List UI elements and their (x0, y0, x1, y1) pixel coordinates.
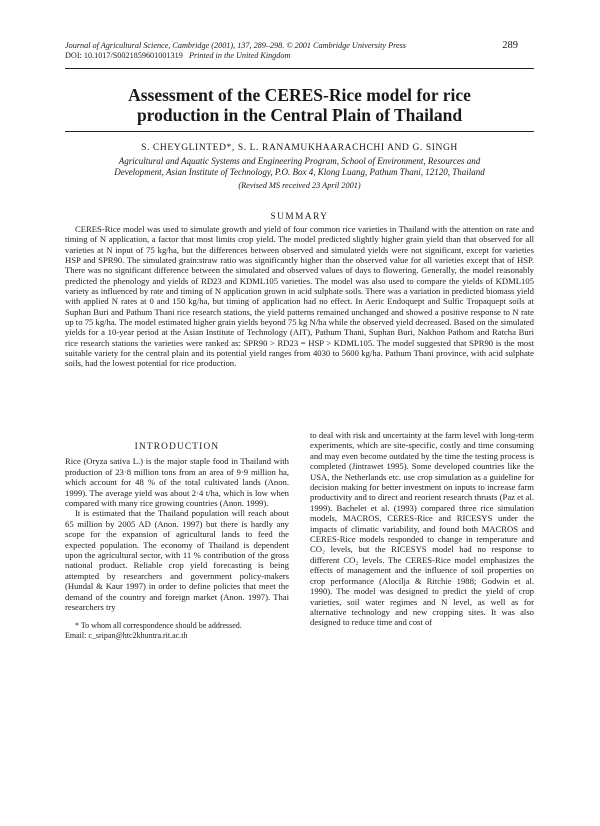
intro-paragraph-2: It is estimated that the Thailand population will reach about 65 million by 2005 AD (Anon. 1997) but there is hardly any scope for the expansion of agricultural lands to feed the expected population. The economy of Thailand is dependent upon the agricultural sector, with 11 % contribution of the gross national product. Reliable crop yield forecasting is being attempted by researchers and government policy-makers (Hundal & Kaur 1997) in order to define policies that meet the demand of the country and foreign market (Anon. 1997). Thai researchers try (65, 508, 289, 613)
revision-date: (Revised MS received 23 April 2001) (238, 181, 361, 190)
title-rule (65, 131, 534, 132)
doi: DOI: 10.1017/S0021859601001319 (65, 51, 183, 61)
title-line-2: production in the Central Plain of Thailand (136, 105, 463, 125)
left-column (65, 430, 289, 641)
running-header (65, 41, 406, 62)
printed-in: Printed in the United Kingdom (188, 51, 291, 61)
summary-heading: SUMMARY (270, 212, 329, 222)
affiliation-line-1: Agricultural and Aquatic Systems and Engineering Program, School of Environment, Resources and (118, 156, 481, 166)
journal-citation: Journal of Agricultural Science, Cambridge (2001), 137, 289–298. © 2001 Cambridge University Press (65, 41, 406, 50)
author-list: S. CHEYGLINTED*, S. L. RANAMUKHAARACHCHI AND G. SINGH (141, 143, 458, 153)
affiliation-line-2: Development, Asian Institute of Technology, P.O. Box 4, Klong Luang, Pathum Thani, 12120, Thailand (114, 167, 485, 178)
header-rule (65, 68, 534, 69)
affiliation (72, 156, 527, 179)
footnote (65, 621, 289, 641)
title-line-1: Assessment of the CERES-Rice model for rice (128, 85, 471, 105)
doi-line (65, 51, 406, 61)
correspondence-note: * To whom all correspondence should be addressed. (75, 620, 242, 630)
intro-paragraph-3: to deal with risk and uncertainty at the farm level with long-term experiments, which are site-specific, costly and time consuming and may even become outdated by the time the testing process is completed (Jintrawet 1995). Some developed countries like the USA, the Netherlands etc. use crop simulation as a guideline for decision making for better investment on inputs to increase farm productivity and to direct and reorient research thrusts (Paz et al. 1999). Bachelet et al. (1993) compared three rice simulation models, MACROS, CERES-Rice and RICESYS under the impacts of climatic variability, and found both MACROS and CERES-Rice models responded to change in temperature and CO₂ levels, but the RICESYS model had no response to different CO₂ levels. The CERES-Rice model emphasizes the effects of management and the influence of soil properties on crop performance (Alocilja & Ritchie 1988; Godwin et al. 1990). The model was designed to predict the yield of crop varieties, soil water regimes and N level, as well as for alternative technology and new cropping sites. It was also designed to reduce time and cost of (310, 430, 534, 628)
page-number: 289 (502, 40, 518, 51)
intro-paragraph-1: Rice (Oryza sativa L.) is the major staple food in Thailand with production of 23·8 million tons from an area of 9·9 million ha, which account for 48 % of the total cultivated lands (Anon. 1999). The average yield was about 2·4 t/ha, which is low when compared with many rice growing countries (Anon. 1999). (65, 456, 289, 509)
introduction-heading: INTRODUCTION (134, 442, 220, 452)
email-address: Email: c_sripan@htc2khuntra.rit.ac.th (65, 630, 188, 640)
article-title (65, 85, 534, 125)
right-column (310, 430, 534, 628)
summary-text: CERES-Rice model was used to simulate growth and yield of four common rice varieties in Thailand with the attention on rate and timing of N application, a factor that most limits crop yield. The model predicted slightly higher grain yield than that observed for all varieties at N input of 75 kg/ha, but the differences between observed and simulated yields were not significant, except for varieties HSP and SPR90. The simulated grain:straw ratio was significantly higher than the observed value for all varieties except that of HSP. There was no significant difference between the simulated and observed values of days to flowering. Generally, the model reasonably predicted the phenology and yields of RD23 and KDML105 varieties. The model was also used to compare the yields of KDML105 variety as influenced by rate and timing of N application grown in acid sulphate soils. There was a variation in predicted biomass yield with applied N rates at 0 and 150 kg/ha, but timing of application had no effect. In Aeric Endoquept and Sulfic Tropaquept soils at Suphan Buri and Pathum Thani rice research stations, the yield patterns remained unchanged and showed a positive response to N rate up to 75 kg/ha. The model estimated higher grain yields beyond 75 kg N/ha while the observed yield decreased. Based on the simulated yields for a 10-year period at the Asian Institute of Technology (AIT), Pathum Thani, Suphan Buri, Nakhon Pathom and Ratcha Buri rice research stations the varieties were ranked as: SPR90 > RD23 = HSP > KDML105. The model suggested that SPR90 is the most suitable variety for the central plain and its potential yield ranges from 4030 to 5600 kg/ha. Pathum Thani province, with acid sulphate soils, had the lowest potential for rice production. (65, 224, 534, 369)
